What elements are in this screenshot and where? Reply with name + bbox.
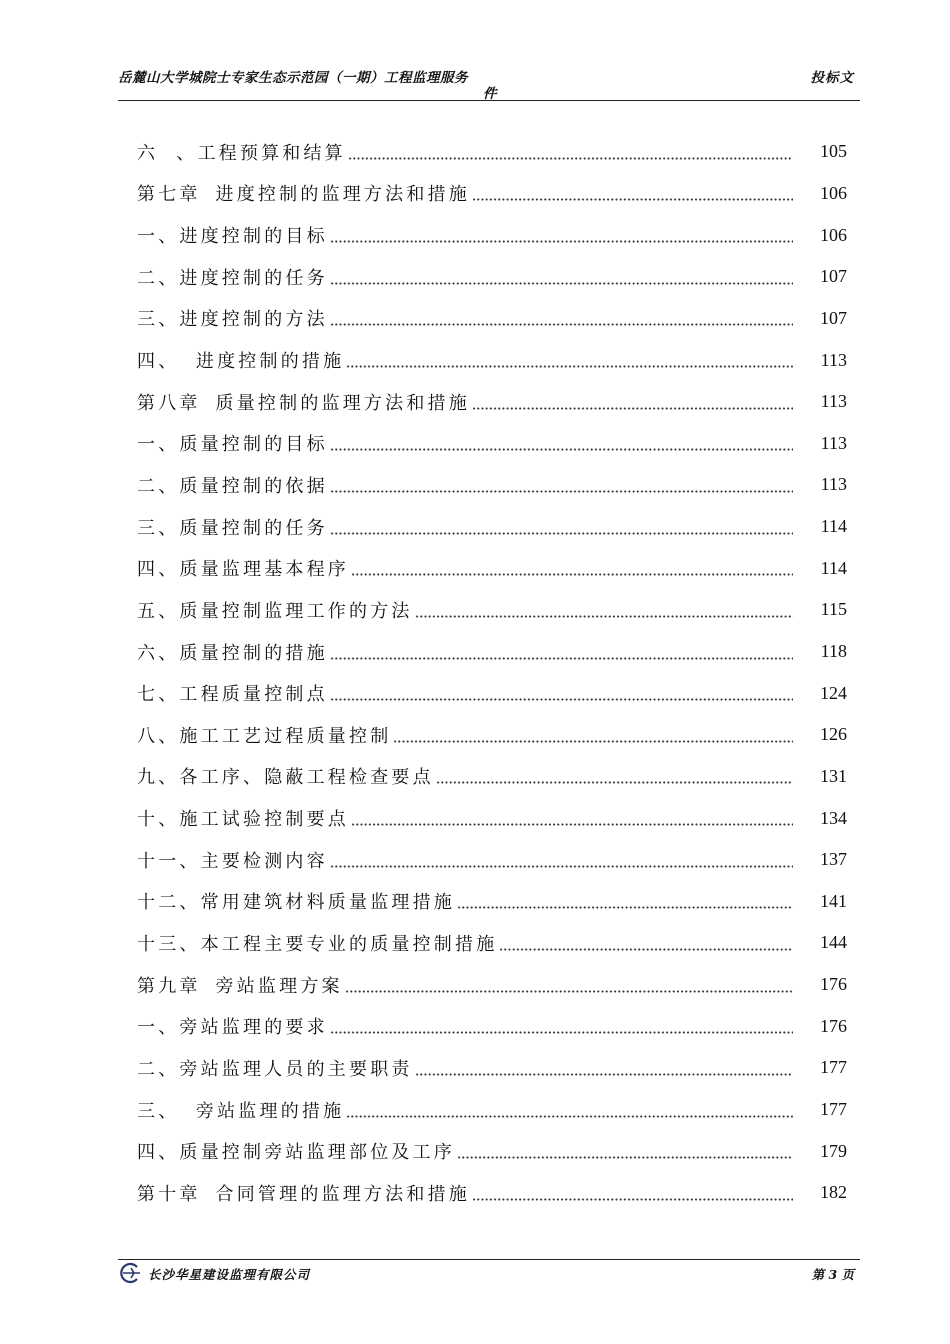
footer-page-number: 第 3 页 — [811, 1267, 854, 1282]
toc-entry[interactable] — [137, 214, 847, 256]
toc-entry-label: 四、质量监理基本程序 — [137, 559, 349, 581]
toc-entry-page: 113 — [820, 432, 847, 453]
toc-entry-page: 113 — [820, 474, 847, 495]
toc-entry-label: 九、各工序、隐蔽工程检查要点 — [137, 767, 434, 789]
toc-entry-label: 第八章 质量控制的监理方法和措施 — [137, 392, 470, 414]
toc-entry-label: 五、质量控制监理工作的方法 — [137, 600, 413, 622]
toc-dot-leader — [499, 935, 793, 951]
toc-entry[interactable] — [137, 839, 847, 881]
toc-dot-leader — [351, 560, 793, 576]
toc-entry-label: 二、旁站监理人员的主要职责 — [137, 1058, 413, 1080]
toc-dot-leader — [457, 1143, 793, 1159]
toc-entry[interactable] — [137, 547, 847, 589]
toc-entry-page: 106 — [820, 224, 847, 245]
toc-entry-label: 第十章 合同管理的监理方法和措施 — [137, 1183, 470, 1205]
toc-entry-page: 114 — [820, 516, 847, 537]
toc-entry[interactable] — [137, 339, 847, 381]
toc-entry-label: 六 、工程预算和结算 — [137, 142, 346, 164]
toc-entry-label: 十一、主要检测内容 — [137, 850, 328, 872]
toc-entry-label: 二、质量控制的依据 — [137, 475, 328, 497]
toc-dot-leader — [348, 144, 793, 160]
toc-entry-page: 107 — [820, 266, 847, 287]
toc-entry-page: 137 — [820, 849, 847, 870]
toc-entry[interactable] — [137, 256, 847, 298]
toc-entry[interactable] — [137, 756, 847, 798]
toc-entry-page: 177 — [820, 1057, 847, 1078]
toc-entry[interactable] — [137, 506, 847, 548]
toc-dot-leader — [415, 1060, 793, 1076]
toc-entry-label: 二、进度控制的任务 — [137, 267, 328, 289]
toc-entry-page: 126 — [820, 724, 847, 745]
toc-entry-page: 113 — [820, 391, 847, 412]
footer-company-name: 长沙华星建设监理有限公司 — [148, 1267, 311, 1282]
toc-entry-page: 115 — [820, 599, 847, 620]
toc-dot-leader — [330, 310, 793, 326]
toc-entry[interactable] — [137, 1172, 847, 1214]
toc-dot-leader — [436, 768, 793, 784]
table-of-contents — [137, 131, 847, 1214]
toc-dot-leader — [330, 227, 793, 243]
toc-dot-leader — [393, 727, 793, 743]
toc-dot-leader — [330, 477, 793, 493]
header-title: 岳麓山大学城院士专家生态示范园（一期）工程监理服务 — [118, 70, 468, 86]
toc-entry-page: 114 — [820, 557, 847, 578]
toc-dot-leader — [330, 519, 793, 535]
toc-entry-label: 八、施工工艺过程质量控制 — [137, 725, 392, 747]
toc-entry-label: 三、 旁站监理的措施 — [137, 1100, 345, 1122]
toc-entry-page: 131 — [820, 765, 847, 786]
toc-entry[interactable] — [137, 173, 847, 215]
toc-dot-leader — [330, 644, 793, 660]
toc-entry[interactable] — [137, 1047, 847, 1089]
toc-entry-label: 三、质量控制的任务 — [137, 517, 328, 539]
toc-dot-leader — [345, 977, 793, 993]
toc-dot-leader — [472, 1185, 793, 1201]
toc-entry-label: 第九章 旁站监理方案 — [137, 975, 343, 997]
toc-entry[interactable] — [137, 672, 847, 714]
toc-entry-label: 四、 进度控制的措施 — [137, 351, 345, 373]
toc-entry-label: 一、旁站监理的要求 — [137, 1017, 328, 1039]
toc-entry-page: 113 — [820, 349, 847, 370]
toc-dot-leader — [330, 1018, 793, 1034]
toc-dot-leader — [415, 602, 793, 618]
toc-entry-page: 177 — [820, 1099, 847, 1120]
header-divider — [118, 100, 860, 101]
toc-entry-label: 七、工程质量控制点 — [137, 684, 328, 706]
footer-divider — [118, 1259, 860, 1260]
toc-dot-leader — [457, 893, 793, 909]
toc-entry[interactable] — [137, 631, 847, 673]
toc-entry[interactable] — [137, 464, 847, 506]
toc-entry[interactable] — [137, 298, 847, 340]
toc-entry[interactable] — [137, 131, 847, 173]
toc-entry-page: 176 — [820, 974, 847, 995]
toc-entry-label: 十、施工试验控制要点 — [137, 809, 349, 831]
toc-entry-label: 第七章 进度控制的监理方法和措施 — [137, 184, 470, 206]
toc-dot-leader — [330, 852, 793, 868]
toc-dot-leader — [346, 352, 793, 368]
toc-entry-page: 106 — [820, 182, 847, 203]
header-doc-type: 投标文 — [810, 70, 854, 86]
toc-entry-page: 124 — [820, 682, 847, 703]
toc-entry-label: 十二、常用建筑材料质量监理措施 — [137, 892, 455, 914]
toc-entry-page: 134 — [820, 807, 847, 828]
page-header — [118, 62, 860, 100]
toc-dot-leader — [330, 685, 793, 701]
toc-entry[interactable] — [137, 922, 847, 964]
toc-entry[interactable] — [137, 714, 847, 756]
toc-entry[interactable] — [137, 381, 847, 423]
toc-entry-page: 176 — [820, 1015, 847, 1036]
toc-entry[interactable] — [137, 881, 847, 923]
toc-entry[interactable] — [137, 422, 847, 464]
toc-entry-label: 十三、本工程主要专业的质量控制措施 — [137, 933, 498, 955]
toc-entry-page: 107 — [820, 307, 847, 328]
toc-dot-leader — [330, 435, 793, 451]
header-title-continued: 件 — [483, 86, 497, 102]
toc-entry-page: 141 — [820, 890, 847, 911]
toc-entry-label: 六、质量控制的措施 — [137, 642, 328, 664]
toc-entry-label: 一、进度控制的目标 — [137, 226, 328, 248]
toc-entry[interactable] — [137, 589, 847, 631]
toc-entry[interactable] — [137, 964, 847, 1006]
toc-entry[interactable] — [137, 797, 847, 839]
toc-dot-leader — [346, 1102, 793, 1118]
toc-dot-leader — [472, 185, 793, 201]
toc-entry-label: 三、进度控制的方法 — [137, 309, 328, 331]
toc-entry[interactable] — [137, 1089, 847, 1131]
toc-entry-label: 四、质量控制旁站监理部位及工序 — [137, 1142, 455, 1164]
toc-entry-page: 179 — [820, 1140, 847, 1161]
toc-entry-page: 182 — [820, 1182, 847, 1203]
page-footer — [118, 1262, 860, 1288]
toc-dot-leader — [472, 394, 793, 410]
company-logo-icon — [118, 1262, 142, 1284]
toc-entry-label: 一、质量控制的目标 — [137, 434, 328, 456]
toc-entry[interactable] — [137, 1005, 847, 1047]
toc-dot-leader — [351, 810, 793, 826]
toc-entry-page: 105 — [820, 141, 847, 162]
toc-entry[interactable] — [137, 1130, 847, 1172]
toc-entry-page: 144 — [820, 932, 847, 953]
toc-entry-page: 118 — [820, 641, 847, 661]
toc-dot-leader — [330, 269, 793, 285]
